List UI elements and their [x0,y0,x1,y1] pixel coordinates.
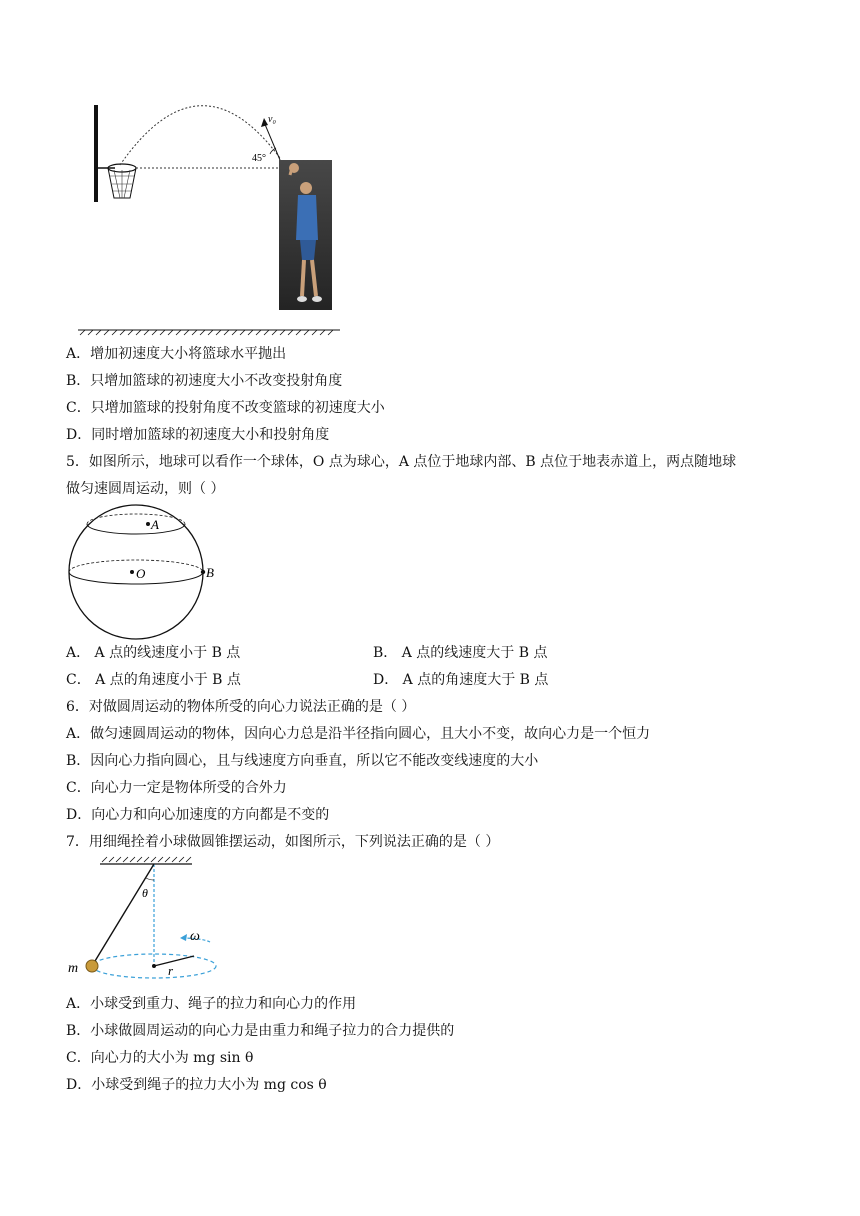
v0-label: v₀ [268,114,276,125]
q5-stem-line2: 做匀速圆周运动，则（ ） [66,481,225,497]
q6-stem: 6．对做圆周运动的物体所受的向心力说法正确的是（ ） [66,699,416,715]
string [92,864,154,966]
q4-option-a: A．增加初速度大小将篮球水平抛出 [66,346,287,362]
label-a: A [151,517,159,532]
q6-option-c: C．向心力一定是物体所受的合外力 [66,780,287,796]
radius-line [154,956,194,966]
q4-option-c: C．只增加篮球的投射角度不改变篮球的初速度大小 [66,400,385,416]
label-r: r [168,963,174,978]
q7-option-a: A．小球受到重力、绳子的拉力和向心力的作用 [66,996,357,1012]
q5-option-d: D． A 点的角速度大于 B 点 [373,672,549,688]
earth-sphere-figure [62,502,222,642]
q6-option-a: A．做匀速圆周运动的物体，因向心力总是沿半径指向圆心，且大小不变，故向心力是一个恒力 [66,726,651,742]
q7-stem: 7．用细绳拴着小球做圆锥摆运动，如图所示，下列说法正确的是（ ） [66,834,500,850]
label-b: B [206,565,214,580]
angle-label: 45° [252,153,266,164]
basketball-figure [70,100,350,340]
q5-option-c: C． A 点的角速度小于 B 点 [66,672,241,688]
q4-option-d: D．同时增加篮球的初速度大小和投射角度 [66,427,330,443]
conical-pendulum-figure [62,852,232,992]
label-o: O [136,566,146,581]
q6-option-d: D．向心力和向心加速度的方向都是不变的 [66,807,330,823]
q7-option-b: B．小球做圆周运动的向心力是由重力和绳子拉力的合力提供的 [66,1023,455,1039]
q5-stem-line1: 5．如图所示，地球可以看作一个球体，O 点为球心，A 点位于地球内部、B 点位于地表赤道上，两点随地球 [66,454,737,470]
label-omega: ω [190,929,200,944]
q5-option-a: A． A 点的线速度小于 B 点 [66,645,241,661]
ball [86,960,98,972]
label-m: m [68,961,79,976]
q7-option-c: C．向心力的大小为 mg sin θ [66,1050,254,1066]
q6-option-b: B．因向心力指向圆心，且与线速度方向垂直，所以它不能改变线速度的大小 [66,753,539,769]
omega-arrow [180,934,187,941]
q5-option-b: B． A 点的线速度大于 B 点 [373,645,548,661]
point-b [201,570,205,574]
point-a [146,522,150,526]
q7-option-d: D．小球受到绳子的拉力大小为 mg cos θ [66,1077,327,1093]
point-o [130,570,134,574]
v0-arrow [261,118,268,127]
label-theta: θ [142,886,148,900]
q4-option-b: B．只增加篮球的初速度大小不改变投射角度 [66,373,343,389]
